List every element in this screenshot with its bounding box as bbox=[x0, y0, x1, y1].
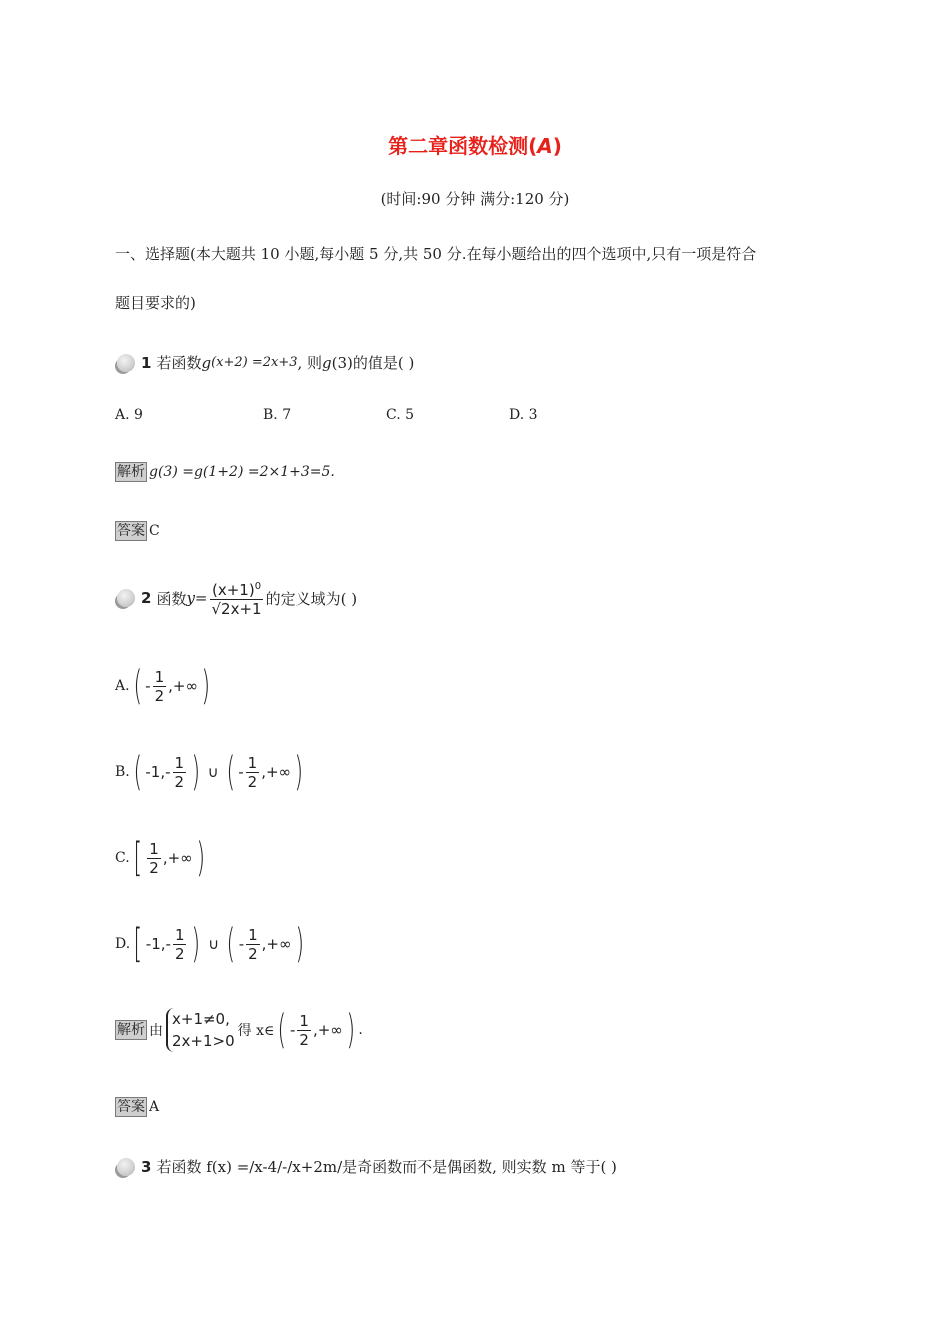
question-bullet-icon bbox=[117, 589, 135, 607]
q1-option-a: A. 9 bbox=[115, 407, 143, 423]
q1-option-b: B. 7 bbox=[263, 407, 292, 423]
section-heading-line1: 一、选择题(本大题共 10 小题,每小题 5 分,共 50 分.在每小题给出的四个选项中,只有一项是符合 bbox=[115, 245, 757, 263]
analysis-label: 解析 bbox=[117, 464, 145, 480]
q2-answer: 答案 A bbox=[117, 1099, 160, 1115]
q2-option-c: C. [ $\frac{1}{2}$ ,+∞ ) bbox=[115, 835, 205, 881]
question-bullet-icon bbox=[117, 1158, 135, 1176]
q2-option-d: D. [ -1,- $\frac{1}{2}$ ) ∪ ( - $\frac{1}{2}$ ,+∞ ) bbox=[115, 921, 304, 967]
answer-label: 答案 bbox=[117, 523, 145, 539]
domain-fraction: $\frac{(x+1)^0}{√2x+1}$ bbox=[210, 578, 264, 618]
question-bullet-icon bbox=[117, 354, 135, 372]
document-title: 第二章函数检测(A) bbox=[388, 134, 562, 158]
question-2: 2 函数 y= $\frac{(x+1)^0}{√2x+1}$ 的定义域为( ) bbox=[115, 578, 357, 618]
q1-option-c: C. 5 bbox=[386, 407, 415, 423]
q2-option-b: B. ( -1,- $\frac{1}{2}$ ) ∪ ( - $\frac{1}{2}$ ,+∞ ) bbox=[115, 749, 304, 795]
analysis-label: 解析 bbox=[117, 1022, 145, 1038]
condition-system: x+1≠0, 2x+1>0 bbox=[166, 1008, 235, 1052]
question-3: 3 若函数 f(x) =/x-4/-/x+2m/是奇函数而不是偶函数, 则实数 m 等于( ) bbox=[115, 1156, 617, 1177]
question-1: 1 若函数 g (x+2) =2x+3 , 则 g (3)的值是( ) bbox=[115, 352, 414, 373]
q1-analysis: 解析 g(3) =g(1+2) =2×1+3=5. bbox=[117, 464, 335, 480]
answer-label: 答案 bbox=[117, 1099, 145, 1115]
section-heading-line2: 题目要求的) bbox=[115, 294, 196, 312]
q2-option-a: A. ( - $\frac{1}{2}$ ,+∞ ) bbox=[115, 663, 211, 709]
time-score-info: (时间:90 分钟 满分:120 分) bbox=[380, 190, 570, 208]
q2-analysis: 解析 由 x+1≠0, 2x+1>0 得 x∈ ( - $\frac{1}{2}$ ,+∞ ) . bbox=[117, 1007, 363, 1053]
q1-answer: 答案 C bbox=[117, 523, 160, 539]
q1-option-d: D. 3 bbox=[509, 407, 538, 423]
